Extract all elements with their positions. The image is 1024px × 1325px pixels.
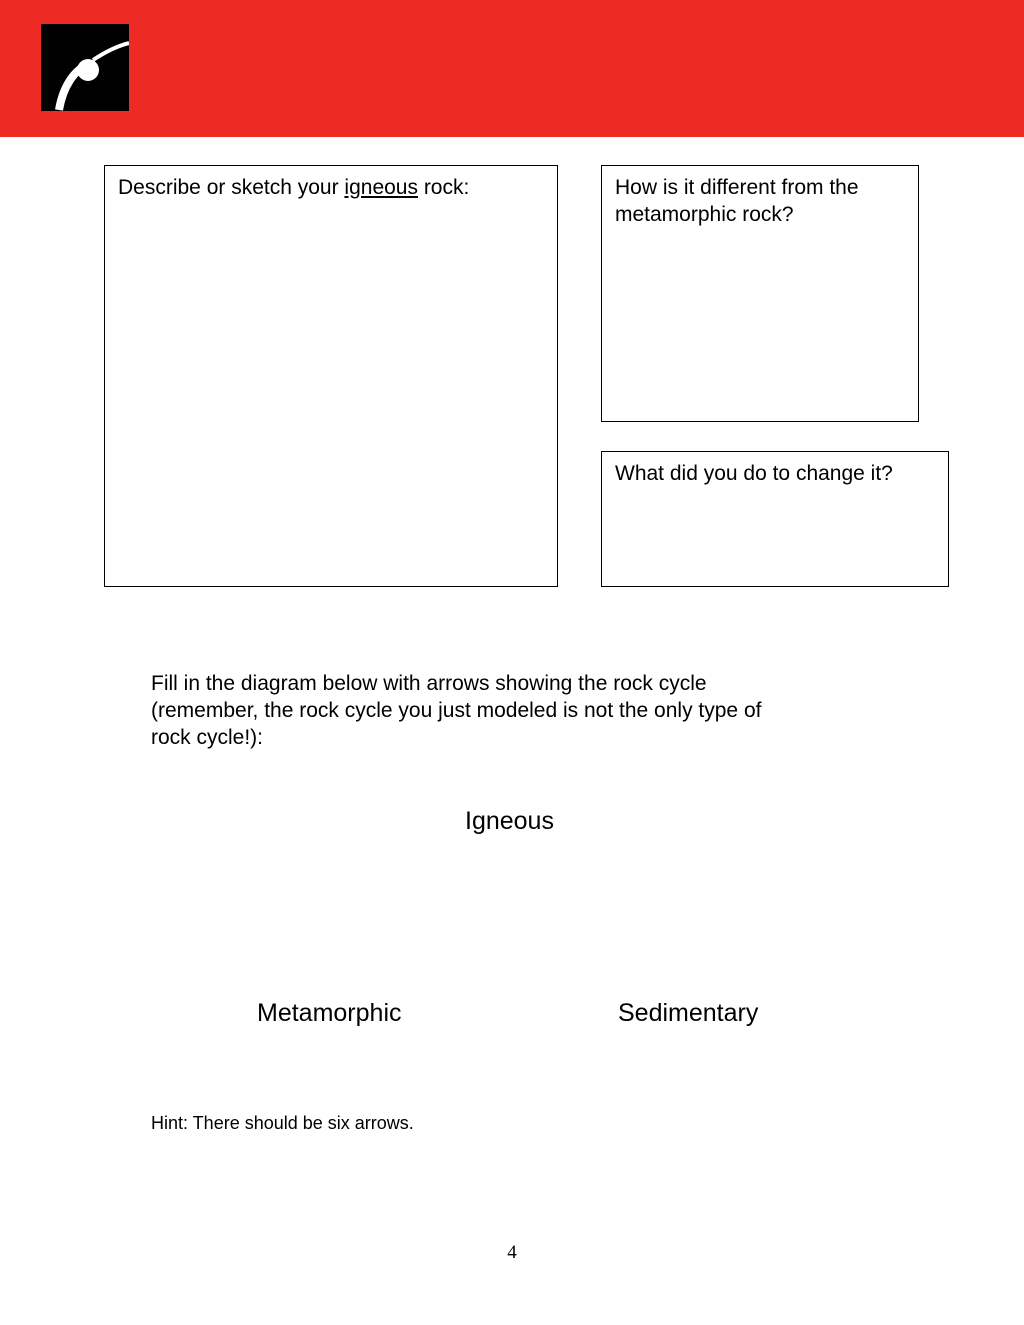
orbit-logo-icon [41,24,129,111]
instructions-line: (remember, the rock cycle you just modeled is not the only type of [151,699,762,722]
diagram-label-sedimentary: Sedimentary [618,999,759,1027]
difference-prompt: How is it different from the metamorphic rock? [615,176,859,226]
header-bar [0,0,1024,137]
diagram-label-igneous: Igneous [465,807,554,835]
difference-box[interactable] [601,165,919,422]
igneous-description-box[interactable] [104,165,558,587]
hint-text: Hint: There should be six arrows. [151,1113,414,1133]
instructions-line: rock cycle!): [151,726,264,749]
instructions-line: Fill in the diagram below with arrows showing the rock cycle [151,672,707,695]
diagram-instructions [151,670,871,751]
change-prompt: What did you do to change it? [615,462,893,485]
page-number: 4 [507,1242,517,1263]
diagram-label-metamorphic: Metamorphic [257,999,402,1027]
igneous-underlined-word: igneous [344,176,418,199]
change-box[interactable] [601,451,949,587]
igneous-description-prompt: Describe or sketch your igneous rock: [118,176,470,199]
